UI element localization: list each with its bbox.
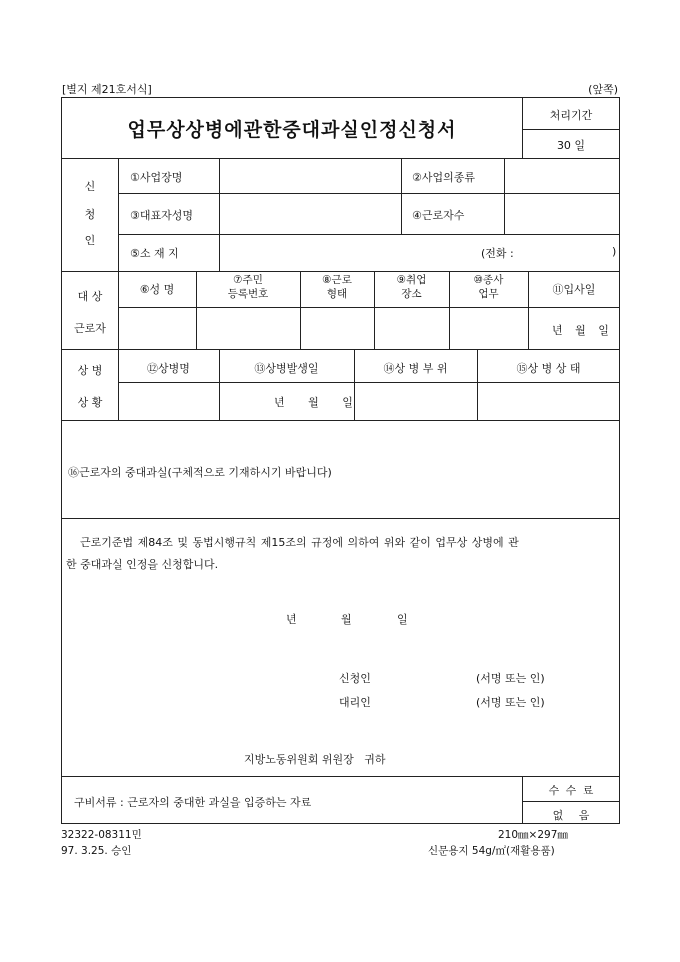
date-month: 월 [341,613,352,626]
rule [62,776,620,777]
applicant-sign-label: 신청인 [339,672,371,685]
disease-name-label: ⑫상병명 [147,362,190,375]
recipient: 지방노동위원회 위원장 귀하 [244,753,386,766]
negligence-label: ⑯근로자의 중대과실(구체적으로 기재하시기 바랍니다) [68,466,332,479]
resident-no-label-1: ⑦주민 [233,274,263,286]
rule [62,349,620,350]
required-documents: 구비서류 : 근로자의 중대한 과실을 입증하는 자료 [74,796,312,809]
fee-value: 없 음 [552,809,590,822]
applicant-label-2: 청 [84,208,96,221]
agent-sign-hint: (서명 또는 인) [476,696,545,709]
declaration-line-2: 한 중대과실 인정을 신청합니다. [66,558,219,571]
location-label: ⑤소 재 지 [130,247,179,260]
paper-type: 신문용지 54g/㎡(재활용품) [428,845,555,857]
worker-label-1: 대 상 [77,290,103,303]
injury-label-2: 상 황 [77,396,103,409]
business-name-label: ①사업장명 [130,171,183,184]
processing-period-label: 처리기간 [549,109,593,122]
form-number: [별지 제21호서식] [62,83,152,96]
rule [504,158,505,234]
date-year: 년 [286,613,297,626]
representative-label: ③대표자성명 [130,209,193,222]
rule [62,158,620,159]
business-type-label: ②사업의종류 [412,171,475,184]
resident-no-label-2: 등록번호 [227,288,269,300]
approval-date: 97. 3.25. 승인 [61,845,132,857]
duty-label-2: 업무 [478,288,499,300]
rule [62,271,620,272]
rule [219,158,220,271]
rule [62,420,620,421]
phone-close: ) [612,245,617,258]
page-side-label: (앞쪽) [588,83,618,96]
worker-name-label: ⑥성 명 [139,283,175,296]
rule [118,382,620,383]
paper-size: 210㎜×297㎜ [498,829,568,841]
injury-label-1: 상 병 [77,364,103,377]
condition-label: ⑮상 병 상 태 [516,362,581,375]
declaration-line-1: 근로기준법 제84조 및 동법시행규칙 제15조의 규정에 의하여 위와 같이 업무상 상병에 관 [80,536,519,549]
rule [118,234,620,235]
rule [118,193,620,194]
worker-count-label: ④근로자수 [412,209,465,222]
work-type-label-2: 형태 [326,288,348,300]
applicant-sign-hint: (서명 또는 인) [476,672,545,685]
fee-label: 수 수 료 [548,784,594,797]
rule [401,158,402,234]
rule [522,801,620,802]
work-type-label-1: ⑧근로 [322,274,352,286]
processing-period-value: 30 일 [556,139,586,152]
worker-label-2: 근로자 [74,322,106,335]
duty-label-1: ⑩종사 [473,274,504,286]
hire-date-label: ⑪입사일 [552,283,596,296]
onset-date-label: ⑬상병발생일 [254,362,319,375]
agent-sign-label: 대리인 [339,696,371,709]
applicant-label-3: 인 [84,234,96,247]
work-place-label-2: 장소 [401,288,422,300]
rule [118,307,620,308]
rule [62,518,620,519]
form-code: 32322-08311민 [61,829,142,841]
applicant-label-1: 신 [84,180,96,193]
onset-date-value: 년 월 일 [274,396,353,409]
rule [522,129,620,130]
body-part-label: ⑭상 병 부 위 [383,362,448,375]
work-place-label-1: ⑨취업 [396,274,427,286]
phone-label: (전화 : [481,247,514,260]
hire-date-value: 년 월 일 [552,324,609,337]
date-day: 일 [397,613,408,626]
page-title: 업무상상병에관한중대과실인정신청서 [127,119,457,141]
application-form [61,97,620,824]
